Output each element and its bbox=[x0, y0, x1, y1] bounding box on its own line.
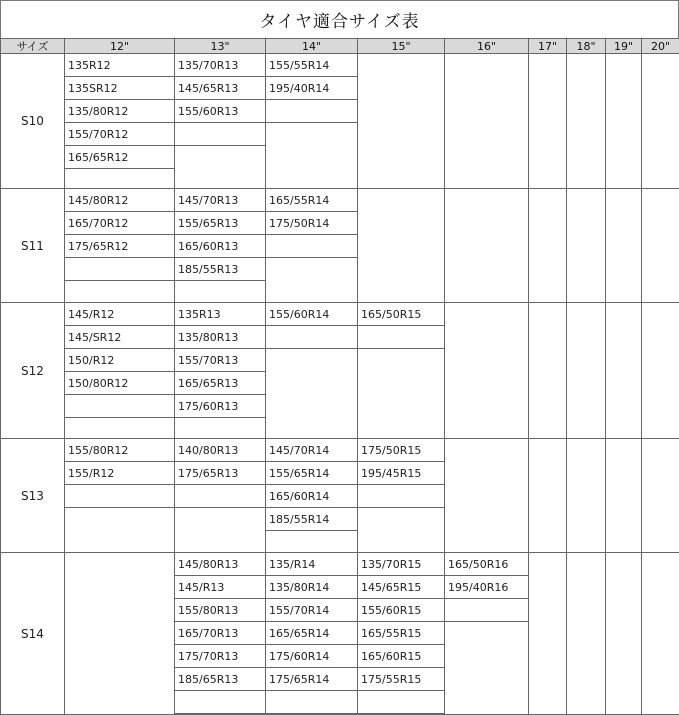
empty-cell bbox=[641, 302, 679, 439]
tire-size-cell: 185/55R14 bbox=[265, 507, 358, 531]
empty-cell bbox=[265, 99, 358, 123]
tire-size-cell: 165/55R15 bbox=[357, 621, 445, 645]
tire-size-cell: 175/50R15 bbox=[357, 438, 445, 462]
empty-cell bbox=[64, 394, 175, 418]
empty-cell bbox=[444, 53, 529, 189]
empty-cell bbox=[64, 552, 175, 715]
tire-size-cell: 165/60R14 bbox=[265, 484, 358, 508]
header-inch-15: 15" bbox=[357, 38, 445, 54]
header-inch-17: 17" bbox=[528, 38, 567, 54]
header-inch-14: 14" bbox=[265, 38, 358, 54]
tire-size-cell: 135/R14 bbox=[265, 552, 358, 576]
empty-cell bbox=[265, 257, 358, 303]
tire-size-cell: 155/55R14 bbox=[265, 53, 358, 77]
tire-size-cell: 135/80R13 bbox=[174, 325, 266, 349]
tire-size-cell: 175/65R14 bbox=[265, 667, 358, 691]
header-inch-19: 19" bbox=[605, 38, 642, 54]
header-inch-16: 16" bbox=[444, 38, 529, 54]
empty-cell bbox=[174, 145, 266, 189]
tire-size-cell: 165/65R13 bbox=[174, 371, 266, 395]
empty-cell bbox=[174, 280, 266, 303]
empty-cell bbox=[605, 552, 642, 715]
tire-size-cell: 175/65R12 bbox=[64, 234, 175, 258]
empty-cell bbox=[528, 302, 567, 439]
empty-cell bbox=[265, 122, 358, 189]
tire-size-cell: 145/80R13 bbox=[174, 552, 266, 576]
table-title: タイヤ適合サイズ表 bbox=[0, 0, 679, 38]
tire-size-cell: 135R13 bbox=[174, 302, 266, 326]
tire-size-cell: 165/70R12 bbox=[64, 211, 175, 235]
empty-cell bbox=[605, 438, 642, 553]
empty-cell bbox=[174, 690, 266, 714]
empty-cell bbox=[64, 257, 175, 281]
tire-size-cell: 175/60R14 bbox=[265, 644, 358, 668]
empty-cell bbox=[174, 484, 266, 508]
tire-size-cell: 165/60R15 bbox=[357, 644, 445, 668]
tire-size-cell: 135/80R14 bbox=[265, 575, 358, 599]
model-cell-s10: S10 bbox=[0, 53, 65, 189]
tire-size-cell: 155/65R14 bbox=[265, 461, 358, 485]
empty-cell bbox=[174, 417, 266, 439]
tire-size-cell: 135R12 bbox=[64, 53, 175, 77]
empty-cell bbox=[641, 53, 679, 189]
tire-size-cell: 145/65R15 bbox=[357, 575, 445, 599]
empty-cell bbox=[566, 438, 606, 553]
empty-cell bbox=[265, 690, 358, 714]
empty-cell bbox=[64, 168, 175, 189]
tire-size-cell: 155/R12 bbox=[64, 461, 175, 485]
empty-cell bbox=[357, 325, 445, 349]
model-cell-s12: S12 bbox=[0, 302, 65, 439]
empty-cell bbox=[528, 552, 567, 715]
empty-cell bbox=[357, 507, 445, 553]
model-cell-s14: S14 bbox=[0, 552, 65, 715]
tire-size-cell: 165/65R12 bbox=[64, 145, 175, 169]
tire-size-cell: 145/65R13 bbox=[174, 76, 266, 100]
tire-size-cell: 195/45R15 bbox=[357, 461, 445, 485]
tire-size-cell: 155/80R13 bbox=[174, 598, 266, 622]
empty-cell bbox=[265, 325, 358, 349]
tire-size-cell: 165/50R16 bbox=[444, 552, 529, 576]
empty-cell bbox=[357, 484, 445, 508]
empty-cell bbox=[444, 621, 529, 715]
tire-size-cell: 185/55R13 bbox=[174, 257, 266, 281]
tire-size-cell: 155/70R13 bbox=[174, 348, 266, 372]
empty-cell bbox=[641, 438, 679, 553]
tire-size-cell: 155/60R15 bbox=[357, 598, 445, 622]
empty-cell bbox=[265, 348, 358, 439]
tire-size-cell: 175/50R14 bbox=[265, 211, 358, 235]
tire-size-cell: 135/70R15 bbox=[357, 552, 445, 576]
empty-cell bbox=[265, 234, 358, 258]
tire-size-cell: 155/65R13 bbox=[174, 211, 266, 235]
tire-size-cell: 145/80R12 bbox=[64, 188, 175, 212]
header-inch-18: 18" bbox=[566, 38, 606, 54]
empty-cell bbox=[64, 417, 175, 439]
header-inch-12: 12" bbox=[64, 38, 175, 54]
empty-cell bbox=[357, 690, 445, 714]
empty-cell bbox=[605, 53, 642, 189]
empty-cell bbox=[64, 507, 175, 553]
tire-size-cell: 140/80R13 bbox=[174, 438, 266, 462]
tire-size-cell: 175/60R13 bbox=[174, 394, 266, 418]
tire-size-cell: 135/80R12 bbox=[64, 99, 175, 123]
empty-cell bbox=[174, 507, 266, 553]
header-inch-13: 13" bbox=[174, 38, 266, 54]
tire-size-cell: 135/70R13 bbox=[174, 53, 266, 77]
empty-cell bbox=[64, 280, 175, 303]
empty-cell bbox=[444, 438, 529, 553]
tire-size-cell: 195/40R14 bbox=[265, 76, 358, 100]
tire-size-cell: 175/55R15 bbox=[357, 667, 445, 691]
header-size-label: サイズ bbox=[0, 38, 65, 54]
empty-cell bbox=[444, 598, 529, 622]
tire-size-cell: 145/70R14 bbox=[265, 438, 358, 462]
tire-size-cell: 150/R12 bbox=[64, 348, 175, 372]
tire-size-cell: 195/40R16 bbox=[444, 575, 529, 599]
empty-cell bbox=[566, 302, 606, 439]
empty-cell bbox=[605, 188, 642, 303]
tire-size-cell: 175/70R13 bbox=[174, 644, 266, 668]
tire-size-cell: 185/65R13 bbox=[174, 667, 266, 691]
empty-cell bbox=[528, 53, 567, 189]
empty-cell bbox=[64, 484, 175, 508]
tire-size-cell: 165/55R14 bbox=[265, 188, 358, 212]
tire-size-cell: 145/70R13 bbox=[174, 188, 266, 212]
empty-cell bbox=[357, 188, 445, 303]
tire-size-cell: 165/65R14 bbox=[265, 621, 358, 645]
tire-size-cell: 155/60R13 bbox=[174, 99, 266, 123]
tire-size-cell: 145/R13 bbox=[174, 575, 266, 599]
tire-size-cell: 145/SR12 bbox=[64, 325, 175, 349]
empty-cell bbox=[566, 552, 606, 715]
empty-cell bbox=[357, 53, 445, 189]
tire-size-cell: 155/70R12 bbox=[64, 122, 175, 146]
tire-size-cell: 135SR12 bbox=[64, 76, 175, 100]
empty-cell bbox=[265, 530, 358, 553]
empty-cell bbox=[566, 53, 606, 189]
model-cell-s13: S13 bbox=[0, 438, 65, 553]
tire-size-cell: 155/60R14 bbox=[265, 302, 358, 326]
tire-size-cell: 165/60R13 bbox=[174, 234, 266, 258]
empty-cell bbox=[444, 302, 529, 439]
empty-cell bbox=[444, 188, 529, 303]
empty-cell bbox=[528, 188, 567, 303]
tire-size-cell: 145/R12 bbox=[64, 302, 175, 326]
empty-cell bbox=[566, 188, 606, 303]
empty-cell bbox=[605, 302, 642, 439]
tire-size-cell: 175/65R13 bbox=[174, 461, 266, 485]
tire-size-cell: 165/50R15 bbox=[357, 302, 445, 326]
tire-size-cell: 155/80R12 bbox=[64, 438, 175, 462]
header-inch-20: 20" bbox=[641, 38, 679, 54]
empty-cell bbox=[641, 552, 679, 715]
tire-size-cell: 155/70R14 bbox=[265, 598, 358, 622]
empty-cell bbox=[528, 438, 567, 553]
empty-cell bbox=[641, 188, 679, 303]
empty-cell bbox=[174, 122, 266, 146]
model-cell-s11: S11 bbox=[0, 188, 65, 303]
empty-cell bbox=[357, 348, 445, 439]
tire-size-cell: 150/80R12 bbox=[64, 371, 175, 395]
tire-size-cell: 165/70R13 bbox=[174, 621, 266, 645]
